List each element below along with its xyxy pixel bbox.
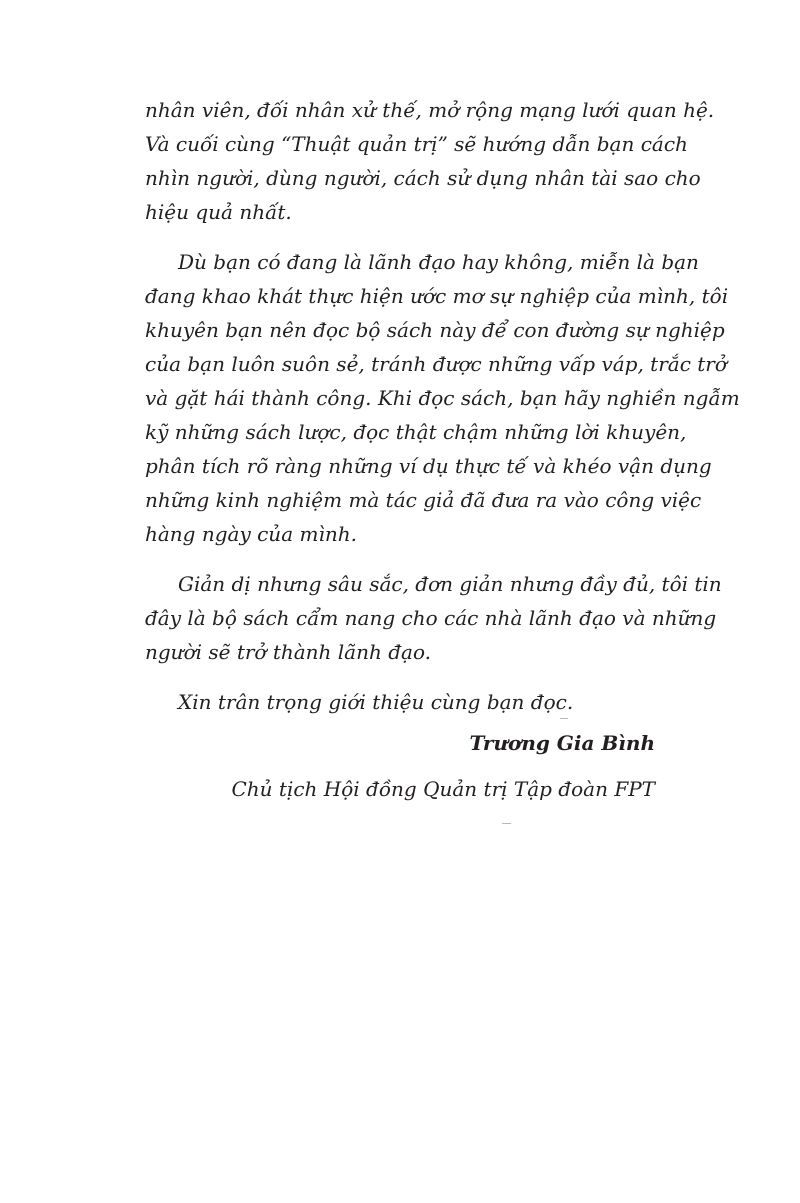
scan-speck (502, 823, 511, 824)
paragraph-1-line-2: Và cuối cùng “Thuật quản trị” sẽ hướng dẫn bạn cách (145, 132, 688, 156)
paragraph-3-line-3: người sẽ trở thành lãnh đạo. (145, 640, 431, 664)
signature-title: Chủ tịch Hội đồng Quản trị Tập đoàn FPT (231, 777, 655, 801)
paragraph-2-line-7: phân tích rõ ràng những ví dụ thực tế và khéo vận dụng (145, 454, 712, 478)
paragraph-2-line-9: hàng ngày của mình. (145, 522, 357, 546)
paragraph-1-line-1: nhân viên, đối nhân xử thế, mở rộng mạng lưới quan hệ. (145, 98, 715, 122)
paragraph-3-line-1: Giản dị nhưng sâu sắc, đơn giản nhưng đầy đủ, tôi tin (178, 572, 722, 596)
paragraph-1-line-3: nhìn người, dùng người, cách sử dụng nhân tài sao cho (145, 166, 701, 190)
paragraph-2-line-2: đang khao khát thực hiện ước mơ sự nghiệp của mình, tôi (145, 284, 729, 308)
signature-name: Trương Gia Bình (469, 731, 655, 755)
paragraph-2-line-1: Dù bạn có đang là lãnh đạo hay không, miễn là bạn (178, 250, 699, 274)
paragraph-3-line-2: đây là bộ sách cẩm nang cho các nhà lãnh đạo và những (145, 606, 717, 630)
paragraph-2-line-5: và gặt hái thành công. Khi đọc sách, bạn hãy nghiền ngẫm (145, 386, 740, 410)
paragraph-2-line-6: kỹ những sách lược, đọc thật chậm những lời khuyên, (145, 420, 687, 444)
paragraph-4-line-1: Xin trân trọng giới thiệu cùng bạn đọc. (178, 690, 574, 714)
paragraph-2-line-3: khuyên bạn nên đọc bộ sách này để con đường sự nghiệp (145, 318, 725, 342)
paragraph-2-line-8: những kinh nghiệm mà tác giả đã đưa ra vào công việc (145, 488, 702, 512)
scan-speck (560, 718, 568, 719)
paragraph-2-line-4: của bạn luôn suôn sẻ, tránh được những vấp váp, trắc trở (145, 352, 727, 376)
paragraph-1-line-4: hiệu quả nhất. (145, 200, 292, 224)
